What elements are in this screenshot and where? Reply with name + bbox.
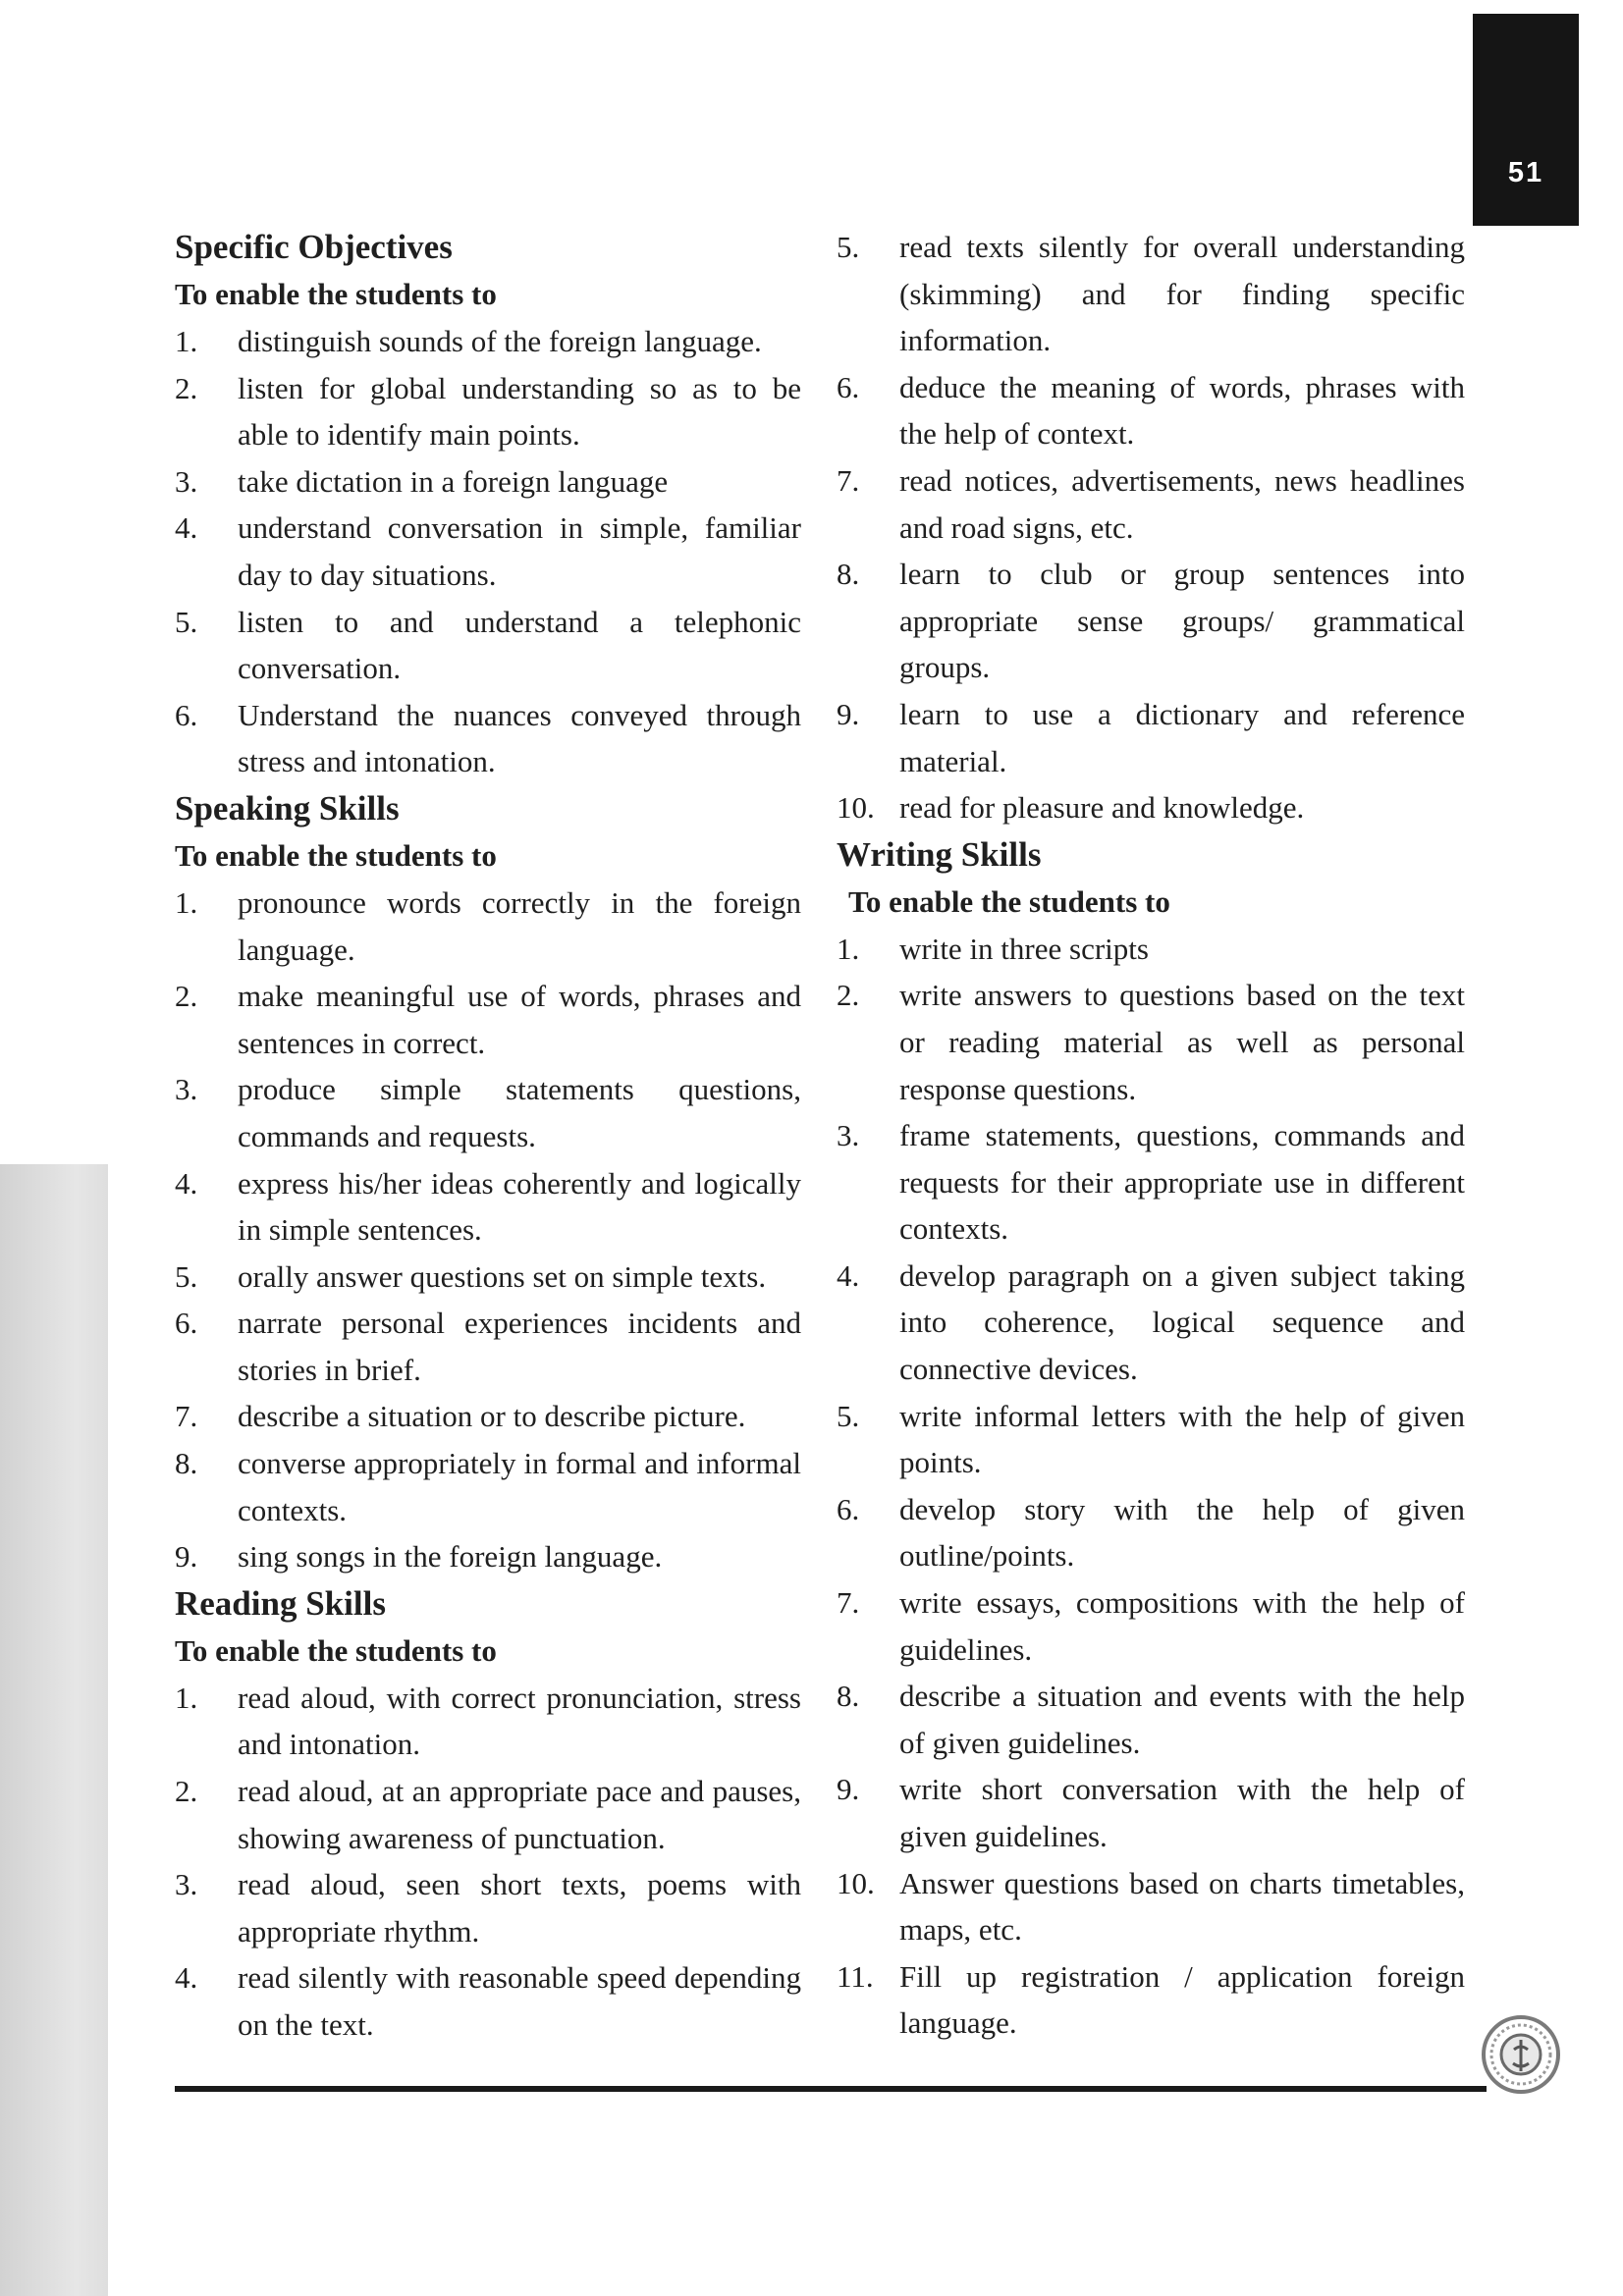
list-item xyxy=(175,1440,801,1533)
item-text: narrate personal experiences incidents and stories in brief. xyxy=(238,1306,801,1387)
item-number: 9. xyxy=(175,1539,198,1575)
item-text: sing songs in the foreign language. xyxy=(238,1539,663,1575)
list-item xyxy=(175,1254,801,1301)
item-number: 10. xyxy=(837,1865,875,1900)
item-number: 5. xyxy=(175,1258,198,1294)
item-text: converse appropriately in formal and informal contexts. xyxy=(238,1446,801,1527)
item-number: 4. xyxy=(175,1165,198,1201)
list-item xyxy=(175,1066,801,1159)
list-item xyxy=(837,691,1465,784)
bottom-rule xyxy=(175,2086,1487,2092)
writing-list xyxy=(837,926,1465,2047)
item-number: 8. xyxy=(175,1446,198,1481)
section-heading: Writing Skills xyxy=(837,834,1042,874)
item-text: Fill up registration / application foreign language. xyxy=(899,1958,1465,2041)
specific-objectives-section xyxy=(175,224,801,785)
list-item xyxy=(837,1579,1465,1673)
item-number: 8. xyxy=(837,1679,860,1714)
list-item xyxy=(837,1673,1465,1766)
section-subheading: To enable the students to xyxy=(175,837,497,873)
item-text: distinguish sounds of the foreign language. xyxy=(238,324,762,358)
item-number: 3. xyxy=(175,1072,198,1107)
list-item xyxy=(837,1253,1465,1393)
list-item xyxy=(175,1954,801,2048)
item-number: 3. xyxy=(837,1118,860,1153)
item-text: develop story with the help of given outline/points. xyxy=(899,1491,1465,1574)
item-text: Answer questions based on charts timetables, maps, etc. xyxy=(899,1865,1465,1948)
list-item xyxy=(837,1393,1465,1486)
list-item xyxy=(837,1486,1465,1579)
speaking-list xyxy=(175,880,801,1580)
item-number: 3. xyxy=(175,1867,198,1902)
list-item xyxy=(175,1300,801,1393)
page-tab xyxy=(1473,14,1579,226)
list-item xyxy=(837,784,1465,831)
item-text: learn to club or group sentences into appropriate sense groups/ grammatical groups. xyxy=(899,557,1465,685)
item-number: 2. xyxy=(175,1774,198,1809)
item-number: 5. xyxy=(175,604,198,639)
item-text: write in three scripts xyxy=(899,931,1149,966)
emblem-icon xyxy=(1481,2014,1561,2095)
item-number: 11. xyxy=(837,1958,874,1994)
list-item xyxy=(837,551,1465,691)
item-number: 7. xyxy=(837,462,860,498)
item-text: read texts silently for overall understanding (skimming) and for finding specific information. xyxy=(899,230,1465,358)
item-text: take dictation in a foreign language xyxy=(238,463,669,499)
item-number: 5. xyxy=(837,230,860,264)
list-item xyxy=(837,1112,1465,1253)
item-text: write informal letters with the help of given points. xyxy=(899,1398,1465,1480)
list-item xyxy=(175,880,801,973)
reading-list xyxy=(175,1675,801,2049)
item-number: 2. xyxy=(175,370,198,405)
item-text: express his/her ideas coherently and logically in simple sentences. xyxy=(238,1165,801,1248)
list-item xyxy=(837,926,1465,973)
section-heading: Speaking Skills xyxy=(175,788,400,828)
item-number: 6. xyxy=(175,1306,198,1341)
item-text: write essays, compositions with the help of guidelines. xyxy=(899,1585,1465,1667)
item-text: read for pleasure and knowledge. xyxy=(899,790,1305,826)
item-text: produce simple statements questions, commands and requests. xyxy=(238,1072,801,1153)
item-number: 5. xyxy=(837,1398,860,1433)
right-column xyxy=(837,224,1465,2047)
section-subheading: To enable the students to xyxy=(175,1632,497,1668)
item-text: pronounce words correctly in the foreign language. xyxy=(238,884,801,967)
reading-list-continued xyxy=(837,224,1465,831)
section-heading: Reading Skills xyxy=(175,1583,386,1623)
item-number: 3. xyxy=(175,463,198,499)
item-number: 1. xyxy=(837,931,860,966)
section-heading: Specific Objectives xyxy=(175,228,453,266)
item-number: 4. xyxy=(175,510,198,546)
side-strip xyxy=(0,1164,108,2296)
list-item xyxy=(175,1675,801,1768)
list-item xyxy=(175,1160,801,1254)
list-item xyxy=(175,505,801,598)
item-number: 9. xyxy=(837,1772,860,1807)
item-text: write short conversation with the help of given guidelines. xyxy=(899,1772,1465,1853)
list-item xyxy=(837,224,1465,364)
item-text: describe a situation or to describe picture. xyxy=(238,1399,746,1434)
item-text: describe a situation and events with the help of given guidelines. xyxy=(899,1679,1465,1760)
list-item xyxy=(837,972,1465,1112)
left-column xyxy=(175,224,801,2049)
list-item xyxy=(175,692,801,785)
item-text: read aloud, with correct pronunciation, stress and intonation. xyxy=(238,1680,801,1762)
item-number: 1. xyxy=(175,1680,198,1715)
item-text: make meaningful use of words, phrases and sentences in correct. xyxy=(238,979,801,1060)
item-number: 1. xyxy=(175,324,198,358)
objectives-list xyxy=(175,318,801,785)
speaking-skills-section xyxy=(175,785,801,1580)
item-number: 8. xyxy=(837,557,860,592)
item-number: 6. xyxy=(175,697,198,732)
item-text: deduce the meaning of words, phrases with the help of context. xyxy=(899,369,1465,452)
list-item xyxy=(837,1766,1465,1859)
list-item xyxy=(175,1393,801,1440)
section-subheading: To enable the students to xyxy=(175,277,497,311)
item-text: read silently with reasonable speed depending on the text. xyxy=(238,1960,801,2042)
section-subheading: To enable the students to xyxy=(848,883,1170,919)
item-number: 6. xyxy=(837,1491,860,1526)
item-text: listen to and understand a telephonic conversation. xyxy=(238,604,801,686)
list-item xyxy=(175,1861,801,1954)
list-item xyxy=(175,458,801,506)
list-item xyxy=(175,1768,801,1861)
item-text: read aloud, at an appropriate pace and pauses, showing awareness of punctuation. xyxy=(238,1774,801,1855)
item-number: 2. xyxy=(175,979,198,1014)
item-text: read notices, advertisements, news headlines and road signs, etc. xyxy=(899,462,1465,545)
list-item xyxy=(175,318,801,365)
item-number: 4. xyxy=(837,1257,860,1293)
item-number: 10. xyxy=(837,790,875,826)
item-number: 1. xyxy=(175,884,198,920)
list-item xyxy=(837,364,1465,457)
item-text: Understand the nuances conveyed through stress and intonation. xyxy=(238,697,801,779)
list-item xyxy=(175,1533,801,1580)
item-text: understand conversation in simple, familiar day to day situations. xyxy=(238,510,801,592)
writing-skills-section xyxy=(837,831,1465,2047)
list-item xyxy=(837,1860,1465,1953)
item-number: 7. xyxy=(175,1399,198,1434)
item-text: develop paragraph on a given subject taking into coherence, logical sequence and connective devices. xyxy=(899,1257,1465,1387)
item-text: read aloud, seen short texts, poems with appropriate rhythm. xyxy=(238,1867,801,1949)
reading-skills-section xyxy=(175,1580,801,2049)
item-text: listen for global understanding so as to be able to identify main points. xyxy=(238,370,801,453)
item-number: 4. xyxy=(175,1960,198,1996)
item-number: 7. xyxy=(837,1585,860,1621)
item-text: write answers to questions based on the text or reading material as well as personal response questions. xyxy=(899,978,1465,1106)
item-number: 2. xyxy=(837,978,860,1013)
item-text: orally answer questions set on simple texts. xyxy=(238,1258,767,1294)
list-item xyxy=(175,365,801,458)
item-number: 9. xyxy=(837,696,860,731)
item-text: learn to use a dictionary and reference material. xyxy=(899,696,1465,778)
page-number: 51 xyxy=(1507,157,1544,188)
item-text: frame statements, questions, commands and requests for their appropriate use in different contexts. xyxy=(899,1118,1465,1247)
list-item xyxy=(175,599,801,692)
list-item xyxy=(837,1953,1465,2047)
list-item xyxy=(175,973,801,1066)
list-item xyxy=(837,457,1465,551)
item-number: 6. xyxy=(837,369,860,404)
